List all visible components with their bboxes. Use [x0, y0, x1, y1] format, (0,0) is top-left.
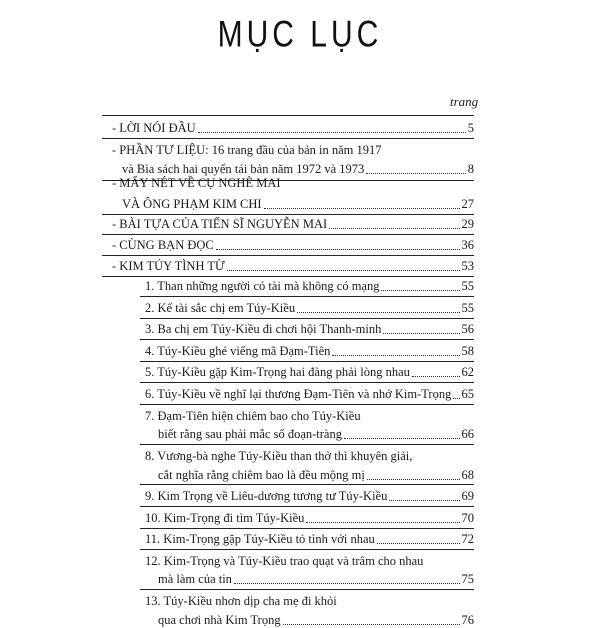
toc-entry-title: 10. Kim-Trọng đi tìm Túy-Kiều — [145, 511, 305, 525]
dot-leader — [389, 500, 459, 501]
toc-entry-title: - BÀI TỰA CỦA TIẾN SĨ NGUYỄN MAI — [112, 217, 328, 231]
toc-entry-title: 9. Kim Trọng về Liêu-dương tương tư Túy-Kiều — [145, 489, 388, 503]
dot-leader — [344, 438, 460, 439]
toc-entry-kim-tuy-tinh-tu[interactable] — [112, 254, 474, 274]
toc-entry-page: 53 — [461, 259, 474, 273]
toc-entry-page: 58 — [461, 344, 474, 358]
toc-subentry-12-line1[interactable] — [145, 549, 474, 569]
toc-entry-page: 76 — [461, 613, 474, 627]
toc-entry-title: qua chơi nhà Kim Trọng — [158, 613, 281, 627]
toc-entry-nghe-mai[interactable] — [122, 192, 474, 212]
dot-leader — [216, 249, 460, 250]
toc-entry-page: 5 — [467, 121, 474, 135]
dot-leader — [306, 522, 459, 523]
toc-entry-title: 11. Kim-Trọng gặp Túy-Kiều tỏ tình với nhau — [145, 532, 375, 546]
toc-entry-title: 3. Ba chị em Túy-Kiều đi chơi hội Thanh-minh — [145, 322, 382, 336]
toc-entry-readers[interactable] — [112, 233, 474, 253]
toc-entry-title: 8. Vương-bà nghe Túy-Kiều than thở thì khuyên giải, — [145, 449, 413, 463]
dot-leader — [329, 228, 459, 229]
toc-entry-preface[interactable] — [112, 116, 474, 136]
toc-entry-page: 72 — [461, 532, 474, 546]
toc-entry-title: 6. Túy-Kiều về nghĩ lại thương Đạm-Tiên và nhớ Kim-Trọng — [145, 387, 452, 401]
toc-entry-title: VÀ ÔNG PHẠM KIM CHI — [122, 197, 262, 211]
toc-entry-title: - KIM TÚY TÌNH TỪ — [112, 259, 225, 273]
toc-entry-title: 1. Than những người có tài mà không có mạng — [145, 279, 380, 293]
toc-entry-title: 13. Túy-Kiều nhơn dịp cha mẹ đi khỏi — [145, 594, 337, 608]
toc-entry-title: biết rằng sau phải mắc số đoạn-tràng — [158, 427, 342, 441]
page-column-label: trang — [450, 94, 479, 109]
dot-leader — [332, 355, 459, 356]
dot-leader — [412, 376, 460, 377]
toc-entry-page: 55 — [461, 279, 474, 293]
toc-subentry-13[interactable] — [158, 608, 474, 628]
toc-subentry-1[interactable] — [145, 274, 474, 294]
toc-entry-foreword[interactable] — [112, 212, 474, 232]
toc-subentry-5[interactable] — [145, 360, 474, 380]
dot-leader — [198, 132, 466, 133]
toc-entry-page: 62 — [461, 365, 474, 379]
toc-entry-title: - LỜI NÓI ĐẦU — [112, 121, 196, 135]
toc-subentry-10[interactable] — [145, 506, 474, 526]
dot-leader — [383, 333, 459, 334]
toc-entry-page: 66 — [461, 427, 474, 441]
dot-leader — [227, 270, 460, 271]
toc-entry-title: - PHẦN TƯ LIỆU: 16 trang đầu của bản in năm 1917 — [112, 143, 382, 157]
toc-subentry-13-line1[interactable] — [145, 589, 474, 609]
toc-entry-nghe-mai-line1[interactable] — [112, 171, 474, 191]
toc-subentry-8[interactable] — [158, 463, 474, 483]
dot-leader — [297, 312, 459, 313]
dot-leader — [381, 290, 459, 291]
dot-leader — [377, 543, 460, 544]
toc-subentry-7[interactable] — [158, 422, 474, 442]
toc-entry-page: 55 — [461, 301, 474, 315]
toc-subentry-12[interactable] — [158, 567, 474, 587]
toc-entry-title: 7. Đạm-Tiên hiện chiêm bao cho Túy-Kiều — [145, 409, 361, 423]
dot-leader — [367, 479, 460, 480]
toc-entry-page: 56 — [461, 322, 474, 336]
dot-leader — [264, 208, 460, 209]
toc-entry-title: 4. Túy-Kiều ghé viếng mã Đạm-Tiên — [145, 344, 331, 358]
dot-leader — [283, 624, 460, 625]
toc-entry-page: 69 — [461, 489, 474, 503]
toc-entry-page: 68 — [461, 468, 474, 482]
toc-entry-page: 70 — [461, 511, 474, 525]
toc-entry-title: - CÙNG BẠN ĐỌC — [112, 238, 214, 252]
toc-entry-page: 36 — [461, 238, 474, 252]
toc-subentry-11[interactable] — [145, 527, 474, 547]
toc-subentry-8-line1[interactable] — [145, 444, 474, 464]
toc-entry-title: 5. Túy-Kiều gặp Kim-Trọng hai đàng phải lòng nhau — [145, 365, 410, 379]
toc-subentry-9[interactable] — [145, 484, 474, 504]
toc-subentry-6[interactable] — [145, 382, 474, 402]
page-title: MỤC LỤC — [217, 14, 383, 56]
dot-leader — [234, 583, 460, 584]
dot-leader — [453, 398, 459, 399]
toc-entry-title: cắt nghĩa rằng chiêm bao là đều mộng mị — [158, 468, 365, 482]
toc-entry-page: 29 — [461, 217, 474, 231]
toc-entry-title: - MẤY NÉT VỀ CỤ NGHÈ MAI — [112, 176, 281, 190]
toc-subentry-2[interactable] — [145, 296, 474, 316]
toc-entry-page: 75 — [461, 572, 474, 586]
toc-subentry-3[interactable] — [145, 317, 474, 337]
toc-entry-page: 8 — [467, 162, 474, 176]
toc-entry-page: 27 — [461, 197, 474, 211]
toc-entry-title: 2. Kể tài sắc chị em Túy-Kiều — [145, 301, 296, 315]
toc-entry-title: 12. Kim-Trọng và Túy-Kiều trao quạt và trâm cho nhau — [145, 554, 424, 568]
toc-entry-page: 65 — [461, 387, 474, 401]
toc-subentry-7-line1[interactable] — [145, 404, 474, 424]
toc-entry-title: và Bìa sách hai quyển tái bản năm 1972 và 1973 — [122, 162, 365, 176]
toc-entry-title: mà làm của tin — [158, 572, 232, 586]
toc-subentry-4[interactable] — [145, 339, 474, 359]
toc-entry-documents-line1[interactable] — [112, 138, 474, 158]
